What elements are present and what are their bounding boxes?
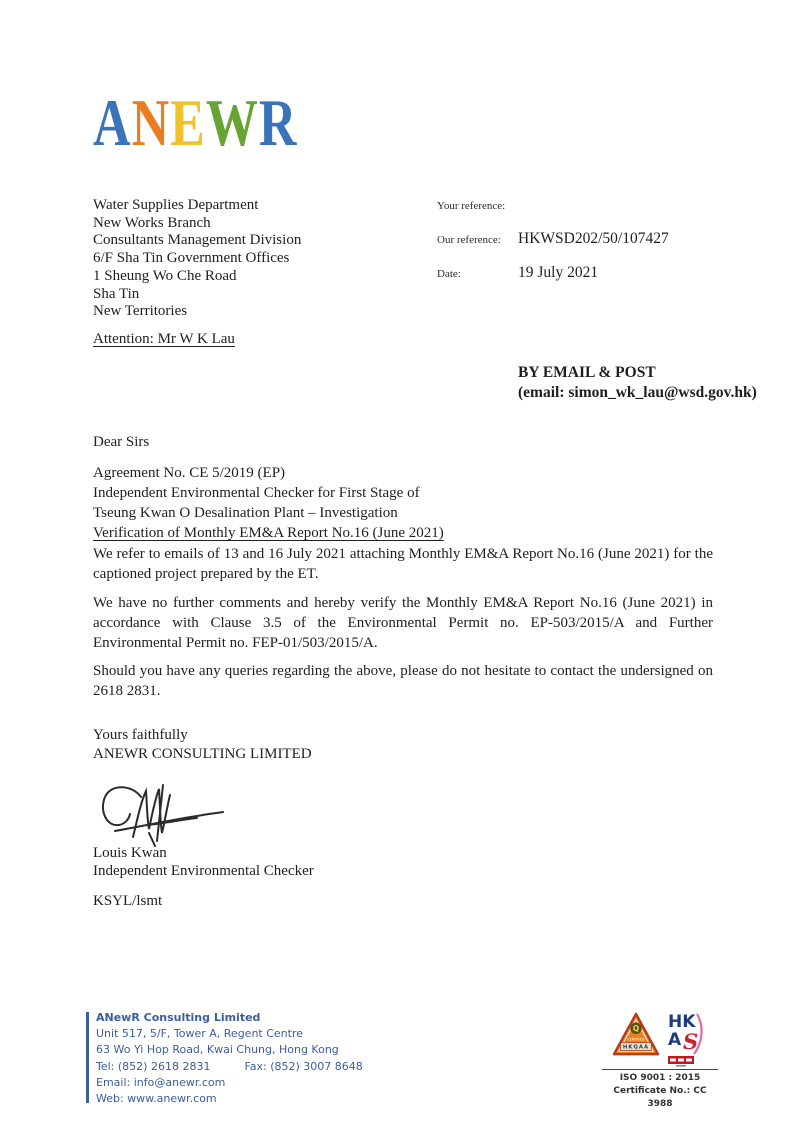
body-paragraph-1: We refer to emails of 13 and 16 July 2021 attaching Monthly EM&A Report No.16 (June 2021) for the captioned project prepared by the ET. bbox=[93, 546, 713, 582]
certification-block bbox=[600, 1012, 720, 1111]
our-reference-value: HKWSD202/50/107427 bbox=[518, 230, 669, 247]
svg-text:S: S bbox=[682, 1029, 698, 1054]
recipient-line: 1 Sheung Wo Che Road bbox=[93, 267, 237, 284]
body-paragraph-3: Should you have any queries regarding the above, please do not hesitate to contact the undersigned on 2618 2831. bbox=[93, 663, 713, 699]
delivery-method bbox=[518, 363, 757, 402]
footer-email: Email: info@anewr.com bbox=[96, 1075, 226, 1089]
footer-contact-block bbox=[96, 1010, 363, 1107]
recipient-line: 6/F Sha Tin Government Offices bbox=[93, 250, 290, 267]
footer-company-name: ANewR Consulting Limited bbox=[96, 1011, 261, 1024]
date-value: 19 July 2021 bbox=[518, 264, 599, 281]
subject-line1: Agreement No. CE 5/2019 (EP) bbox=[93, 465, 286, 481]
recipient-line: Sha Tin bbox=[93, 285, 140, 302]
hkqaa-triangle-logo-icon bbox=[612, 1012, 660, 1058]
footer-web: Web: www.anewr.com bbox=[96, 1092, 217, 1106]
recipient-line: Water Supplies Department bbox=[93, 197, 259, 213]
recipient-address bbox=[93, 197, 301, 321]
logo-letter-w: W bbox=[205, 87, 259, 161]
valediction: Yours faithfully bbox=[93, 727, 188, 743]
recipient-line: New Works Branch bbox=[93, 214, 211, 231]
logo-letter-e: E bbox=[170, 87, 206, 161]
subject-line3: Tseung Kwan O Desalination Plant – Investigation bbox=[93, 505, 398, 521]
svg-text:A: A bbox=[667, 1030, 681, 1050]
svg-text:Q: Q bbox=[632, 1024, 639, 1034]
svg-text:CERTIFIED: CERTIFIED bbox=[627, 1037, 644, 1042]
hkas-logo-icon bbox=[667, 1012, 709, 1068]
footer-accent-bar bbox=[86, 1012, 89, 1103]
footer-fax: Fax: (852) 3007 8648 bbox=[244, 1059, 363, 1073]
delivery-line1: BY EMAIL & POST bbox=[518, 364, 656, 381]
our-reference-label: Our reference: bbox=[437, 234, 501, 246]
reference-initials: KSYL/lsmt bbox=[93, 893, 163, 909]
logo-letter-n: N bbox=[131, 87, 171, 161]
signer-title: Independent Environmental Checker bbox=[93, 863, 314, 879]
closing-company: ANEWR CONSULTING LIMITED bbox=[93, 746, 312, 762]
certification-divider bbox=[602, 1069, 718, 1070]
footer-phone-line bbox=[96, 1059, 363, 1075]
footer-address-line1: Unit 517, 5/F, Tower A, Regent Centre bbox=[96, 1027, 304, 1041]
delivery-email: (email: simon_wk_lau@wsd.gov.hk) bbox=[518, 383, 757, 401]
footer-tel: Tel: (852) 2618 2831 bbox=[96, 1059, 211, 1073]
signer-name: Louis Kwan bbox=[93, 845, 167, 861]
certification-logos bbox=[600, 1012, 720, 1068]
anewr-logo bbox=[93, 86, 297, 162]
date-label: Date: bbox=[437, 268, 461, 280]
recipient-line: New Territories bbox=[93, 303, 188, 320]
svg-text:HK: HK bbox=[667, 1012, 695, 1032]
subject-block bbox=[93, 463, 444, 543]
attention-line: Attention: Mr W K Lau bbox=[93, 331, 235, 347]
your-reference-label: Your reference: bbox=[437, 200, 506, 212]
body-paragraph-2: We have no further comments and hereby verify the Monthly EM&A Report No.16 (June 2021) in accordance with Clause 3.5 of the Environmental Permit no. EP-503/2015/A and Further Environmental Permit no. FEP-01/503/2015/A. bbox=[93, 595, 713, 651]
logo-letter-a: A bbox=[93, 87, 132, 161]
iso-certification-text: ISO 9001 : 2015 bbox=[619, 1073, 701, 1083]
salutation: Dear Sirs bbox=[93, 434, 150, 450]
signature bbox=[97, 781, 232, 847]
subject-line2: Independent Environmental Checker for First Stage of bbox=[93, 485, 420, 501]
certificate-number-text: Certificate No.: CC 3988 bbox=[613, 1086, 707, 1109]
logo-letter-r: R bbox=[258, 87, 298, 161]
closing-block bbox=[93, 726, 312, 764]
subject-line4: Verification of Monthly EM&A Report No.16 (June 2021) bbox=[93, 525, 444, 541]
recipient-line: Consultants Management Division bbox=[93, 232, 302, 249]
footer-address-line2: 63 Wo Yi Hop Road, Kwai Chung, Hong Kong bbox=[96, 1043, 339, 1057]
svg-text:HKQAA: HKQAA bbox=[622, 1044, 649, 1051]
